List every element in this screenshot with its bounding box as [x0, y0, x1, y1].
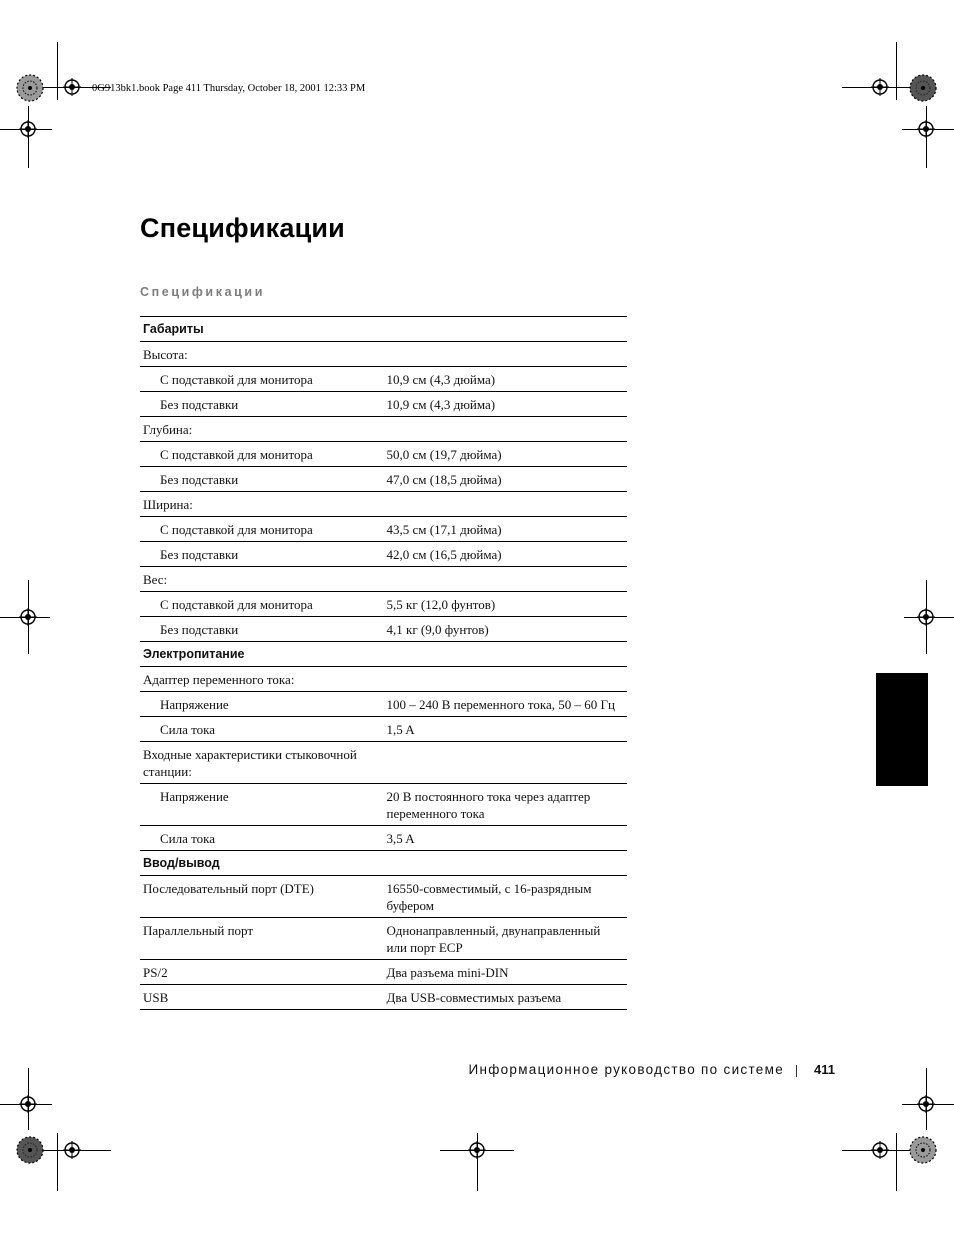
spec-value: 10,9 см (4,3 дюйма) [384, 367, 628, 392]
table-row [140, 876, 627, 918]
section-heading: Габариты [140, 317, 627, 342]
table-row [140, 492, 627, 517]
spec-value: 47,0 см (18,5 дюйма) [384, 467, 628, 492]
registration-mark-icon [19, 608, 37, 626]
table-row [140, 717, 627, 742]
table-row [140, 667, 627, 692]
spec-value: 42,0 см (16,5 дюйма) [384, 542, 628, 567]
spec-value [384, 667, 628, 692]
table-row [140, 542, 627, 567]
crop-line [896, 1133, 897, 1191]
page-title: Спецификации [140, 213, 345, 243]
table-row [140, 692, 627, 717]
spec-label: PS/2 [140, 960, 384, 985]
spec-value: 4,1 кг (9,0 фунтов) [384, 617, 628, 642]
spec-label: Высота: [140, 342, 384, 367]
spec-label: Без подставки [140, 392, 384, 417]
spec-value: Однонаправленный, двунаправленный или порт ECP [384, 918, 628, 960]
spec-label: Вес: [140, 567, 384, 592]
page-number: 411 [814, 1062, 835, 1077]
footer-divider [796, 1065, 797, 1077]
table-section-row [140, 642, 627, 667]
spec-label: Без подставки [140, 467, 384, 492]
table-caption: Спецификации [140, 285, 265, 299]
spec-value: 3,5 A [384, 826, 628, 851]
registration-mark-icon [871, 78, 889, 96]
registration-mark-icon [63, 78, 81, 96]
starburst-mark-icon [909, 74, 937, 102]
table-row [140, 567, 627, 592]
spec-value [384, 742, 628, 784]
spec-label: Параллельный порт [140, 918, 384, 960]
spec-value [384, 492, 628, 517]
table-row [140, 742, 627, 784]
registration-mark-icon [917, 120, 935, 138]
table-row [140, 392, 627, 417]
table-row [140, 517, 627, 542]
table-row [140, 592, 627, 617]
spec-value: Два разъема mini-DIN [384, 960, 628, 985]
spec-label: Глубина: [140, 417, 384, 442]
table-row [140, 467, 627, 492]
table-row [140, 417, 627, 442]
crop-line [896, 42, 897, 100]
spec-value [384, 342, 628, 367]
registration-mark-icon [917, 608, 935, 626]
table-row [140, 826, 627, 851]
print-slug: 0G913bk1.book Page 411 Thursday, October 18, 2001 12:33 PM [92, 83, 366, 94]
spec-label: С подставкой для монитора [140, 592, 384, 617]
spec-value: 20 В постоянного тока через адаптер переменного тока [384, 784, 628, 826]
crop-line [57, 1133, 58, 1191]
table-section-row [140, 851, 627, 876]
table-row [140, 342, 627, 367]
registration-mark-icon [468, 1141, 486, 1159]
spec-value: 50,0 см (19,7 дюйма) [384, 442, 628, 467]
crop-line [57, 42, 58, 100]
table-row [140, 960, 627, 985]
spec-label: Адаптер переменного тока: [140, 667, 384, 692]
starburst-mark-icon [16, 74, 44, 102]
registration-mark-icon [19, 120, 37, 138]
spec-value: Два USB-совместимых разъема [386, 990, 562, 1005]
spec-label: Последовательный порт (DTE) [140, 876, 384, 918]
spec-value [384, 417, 628, 442]
section-thumb-tab [876, 673, 928, 786]
section-heading: Электропитание [140, 642, 627, 667]
spec-value: 10,9 см (4,3 дюйма) [384, 392, 628, 417]
registration-mark-icon [871, 1141, 889, 1159]
table-row [140, 784, 627, 826]
spec-value: 16550-совместимый, с 16-разрядным буфером [384, 876, 628, 918]
spec-value: 1,5 A [384, 717, 628, 742]
registration-mark-icon [917, 1095, 935, 1113]
spec-label: С подставкой для монитора [140, 442, 384, 467]
spec-value: 5,5 кг (12,0 фунтов) [384, 592, 628, 617]
spec-label: Сила тока [140, 826, 384, 851]
table-row [140, 617, 627, 642]
starburst-mark-icon [909, 1136, 937, 1164]
spec-label: Входные характеристики стыковочной станции: [140, 742, 384, 784]
table-row [140, 985, 627, 1010]
table-section-row [140, 317, 627, 342]
spec-label: Напряжение [140, 692, 384, 717]
spec-label: Без подставки [140, 542, 384, 567]
registration-mark-icon [63, 1141, 81, 1159]
spec-table [140, 316, 627, 1010]
spec-value: 43,5 см (17,1 дюйма) [384, 517, 628, 542]
starburst-mark-icon [16, 1136, 44, 1164]
spec-label: USB [143, 990, 169, 1005]
spec-label: Напряжение [140, 784, 384, 826]
table-row [140, 367, 627, 392]
spec-label: С подставкой для монитора [140, 367, 384, 392]
spec-value [384, 567, 628, 592]
spec-value: 100 – 240 В переменного тока, 50 – 60 Гц [384, 692, 628, 717]
registration-mark-icon [19, 1095, 37, 1113]
section-heading: Ввод/вывод [140, 851, 627, 876]
spec-label: С подставкой для монитора [140, 517, 384, 542]
spec-label: Ширина: [140, 492, 384, 517]
table-row [140, 918, 627, 960]
spec-label: Без подставки [140, 617, 384, 642]
table-row [140, 442, 627, 467]
spec-label: Сила тока [140, 717, 384, 742]
footer-title: Информационное руководство по системе [468, 1062, 784, 1077]
